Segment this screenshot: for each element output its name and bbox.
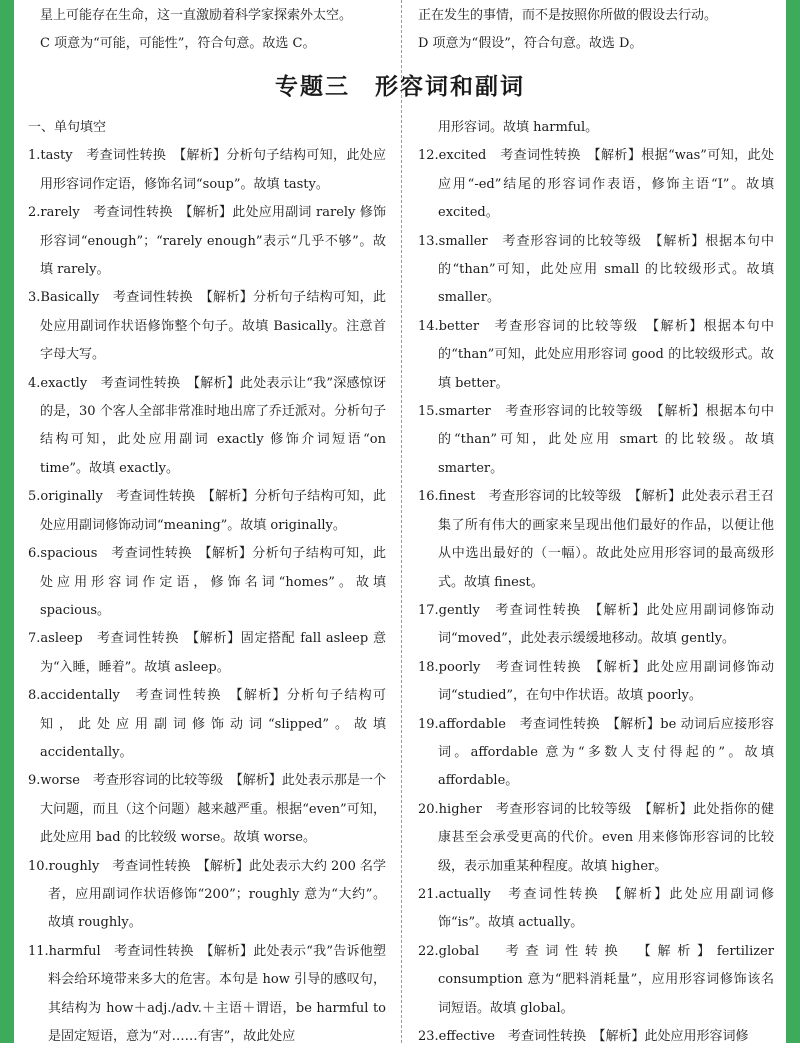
answer-item: 8.accidentally 考查词性转换 【解析】分析句子结构可知，此处应用副词修饰动词“slipped”。故填 accidentally。 — [28, 688, 386, 760]
answer-item: 19.affordable 考查词性转换 【解析】be 动词后应接形容词。affordable 意为“多数人支付得起的”。故填 affordable。 — [418, 716, 774, 789]
answer-item: 2.rarely 考查词性转换 【解析】此处应用副词 rarely 修饰形容词“enough”；“rarely enough”表示“几乎不够”。故填 rarely。 — [28, 205, 386, 278]
answer-item: 7.asleep 考查词性转换 【解析】固定搭配 fall asleep 意为“入睡，睡着”。故填 asleep。 — [28, 631, 386, 675]
answer-item: 17.gently 考查词性转换 【解析】此处应用副词修饰动词“moved”，此处表示缓缓地移动。故填 gently。 — [418, 602, 774, 647]
right-column — [418, 114, 774, 1051]
answer-item: 15.smarter 考查形容词的比较等级 【解析】根据本句中的“than”可知，此处应用 smart 的比较级。故填 smarter。 — [418, 404, 774, 476]
top-right-continuation — [418, 2, 774, 59]
answer-item: 5.originally 考查词性转换 【解析】分析句子结构可知，此处应用副词修饰动词“meaning”。故填 originally。 — [28, 489, 386, 533]
section-heading: 一、单句填空 — [28, 120, 107, 135]
section-title: 专题三 形容词和副词 — [275, 73, 525, 100]
answer-item: 14.better 考查形容词的比较等级 【解析】根据本句中的“than”可知，此处应用形容词 good 的比较级形式。故填 better。 — [418, 318, 774, 391]
answer-item: 22.global 考查词性转换 【解析】fertilizer consumption 意为“肥料消耗量”，应用形容词修饰该名词短语。故填 global。 — [418, 943, 774, 1016]
answer-item: 10.roughly 考查词性转换 【解析】此处表示大约 200 名学者，应用副词作状语修饰“200”；roughly 意为“大约”。故填 roughly。 — [28, 858, 386, 931]
answer-item: 16.finest 考查形容词的比较等级 【解析】此处表示君王召集了所有伟大的画家来呈现出他们最好的作品，以便让他从中选出最好的（一幅）。故此处应用形容词的最高级形式。故填 finest。 — [418, 489, 774, 590]
column-divider — [401, 0, 402, 1043]
right-border-bar — [786, 0, 800, 1043]
answer-item: 12.excited 考查词性转换 【解析】根据“was”可知，此处应用“-ed”结尾的形容词作表语，修饰主语“I”。故填 excited。 — [418, 148, 774, 221]
answer-item: 6.spacious 考查词性转换 【解析】分析句子结构可知，此处应用形容词作定语，修饰名词“homes”。故填 spacious。 — [28, 546, 386, 618]
continuation-line: D 项意为“假设”，符合句意。故选 D。 — [418, 36, 643, 52]
continuation-line: 正在发生的事情，而不是按照你所做的假设去行动。 — [418, 8, 718, 23]
continuation-line: 星上可能存在生命，这一直激励着科学家探索外太空。 — [40, 8, 353, 23]
answer-item: 11.harmful 考查词性转换 【解析】此处表示“我”告诉他塑料会给环境带来多大的危害。本句是 how 引导的感叹句，其结构为 how＋adj./adv.＋主语＋谓语，be harmful to 是固定短语，意为“对……有害”，故此处应 — [28, 943, 386, 1044]
answer-item: 20.higher 考查形容词的比较等级 【解析】此处指你的健康甚至会承受更高的代价。even 用来修饰形容词的比较级，表示加重某种程度。故填 higher。 — [418, 801, 774, 874]
answer-item: 23.effective 考查词性转换 【解析】此处应用形容词修 — [418, 1029, 749, 1044]
answer-item: 18.poorly 考查词性转换 【解析】此处应用副词修饰动词“studied”，在句中作状语。故填 poorly。 — [418, 659, 774, 704]
answer-item: 21.actually 考查词性转换 【解析】此处应用副词修饰“is”。故填 actually。 — [418, 886, 774, 931]
answer-item: 4.exactly 考查词性转换 【解析】此处表示让“我”深感惊讶的是，30 个客人全部非常准时地出席了乔迁派对。分析句子结构可知，此处应用副词 exactly 修饰介词短语“on time”。故填 exactly。 — [28, 375, 386, 476]
answer-item: 9.worse 考查形容词的比较等级 【解析】此处表示那是一个大问题，而且（这个问题）越来越严重。根据“even”可知，此处应用 bad 的比较级 worse。故填 worse。 — [28, 773, 386, 846]
answer-item: 3.Basically 考查词性转换 【解析】分析句子结构可知，此处应用副词作状语修饰整个句子。故填 Basically。注意首字母大写。 — [28, 290, 386, 363]
answer-continuation: 用形容词。故填 harmful。 — [438, 120, 599, 135]
left-border-bar — [0, 0, 14, 1043]
left-column — [28, 114, 386, 1051]
answer-item: 13.smaller 考查形容词的比较等级 【解析】根据本句中的“than”可知，此处应用 small 的比较级形式。故填 smaller。 — [418, 233, 774, 306]
continuation-line: C 项意为“可能，可能性”，符合句意。故选 C。 — [40, 36, 316, 52]
top-left-continuation — [40, 2, 386, 59]
answer-item: 1.tasty 考查词性转换 【解析】分析句子结构可知，此处应用形容词作定语，修饰名词“soup”。故填 tasty。 — [28, 148, 386, 192]
